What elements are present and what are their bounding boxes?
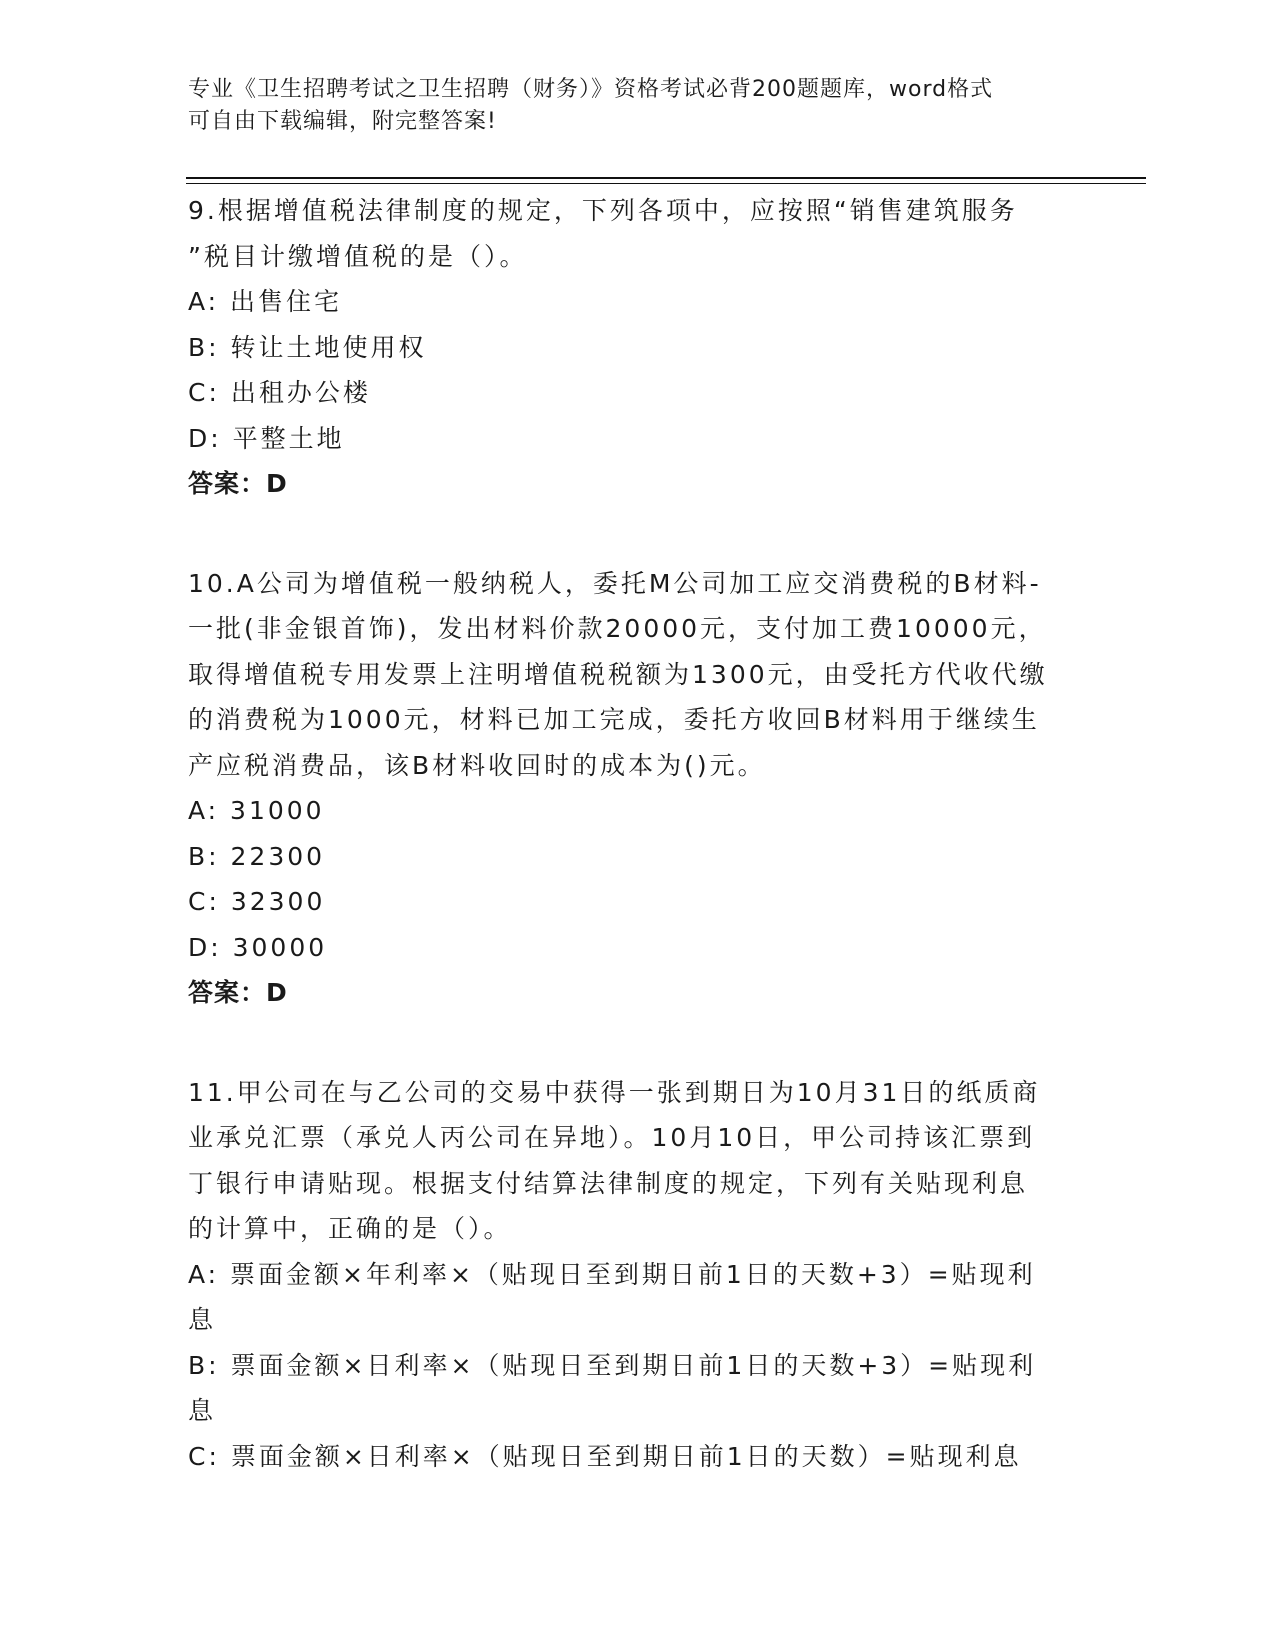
option-c: C: 出租办公楼 — [188, 378, 371, 407]
question-stem — [188, 1070, 1088, 1252]
question-stem-line: 产应税消费品，该B材料收回时的成本为()元。 — [188, 750, 766, 780]
question-item — [188, 1070, 1088, 1480]
option-c: C: 32300 — [188, 887, 326, 916]
option-a: A: 票面金额×年利率×（贴现日至到期日前1日的天数+3）=贴现利 息 — [188, 1259, 1036, 1334]
header-divider-thin — [186, 183, 1146, 184]
question-stem-line: 的计算中，正确的是（）。 — [188, 1214, 512, 1243]
header-line-2: 可自由下载编辑，附完整答案! — [188, 109, 497, 134]
question-stem — [188, 188, 1088, 279]
question-stem-line: 一批(非金银首饰)，发出材料价款20000元，支付加工费10000元， — [188, 614, 1047, 643]
answer-line: 答案：D — [188, 978, 288, 1007]
question-stem-line: 9.根据增值税法律制度的规定，下列各项中，应按照“销售建筑服务 — [188, 196, 1018, 225]
header-line-1: 专业《卫生招聘考试之卫生招聘（财务）》资格考试必背200题题库，word格式 — [188, 77, 994, 102]
option-b: B: 票面金额×日利率×（贴现日至到期日前1日的天数+3）=贴现利 息 — [188, 1350, 1037, 1425]
answer-line: 答案：D — [188, 469, 288, 498]
question-item — [188, 561, 1088, 1016]
question-stem-line: ”税目计缴增值税的是（）。 — [188, 241, 528, 271]
question-list — [188, 188, 1088, 1479]
option-b: B: 22300 — [188, 841, 326, 871]
question-stem-line: 业承兑汇票（承兑人丙公司在异地）。10月10日，甲公司持该汇票到 — [188, 1123, 1036, 1152]
question-stem-line: 取得增值税专用发票上注明增值税税额为1300元，由受托方代收代缴 — [188, 659, 1048, 689]
question-stem-line: 丁银行申请贴现。根据支付结算法律制度的规定，下列有关贴现利息 — [188, 1168, 1029, 1198]
option-a: A: 出售住宅 — [188, 287, 343, 316]
option-b: B: 转让土地使用权 — [188, 332, 427, 362]
question-stem-line: 11.甲公司在与乙公司的交易中获得一张到期日为10月31日的纸质商 — [188, 1077, 1041, 1107]
option-c: C: 票面金额×日利率×（贴现日至到期日前1日的天数）=贴现利息 — [188, 1441, 1022, 1471]
option-a: A: 31000 — [188, 796, 325, 825]
question-item — [188, 188, 1088, 507]
header-divider-thick — [186, 177, 1146, 179]
document-header — [188, 74, 1068, 138]
question-stem — [188, 561, 1088, 789]
option-d: D: 平整土地 — [188, 423, 345, 453]
question-stem-line: 的消费税为1000元，材料已加工完成，委托方收回B材料用于继续生 — [188, 705, 1040, 734]
option-d: D: 30000 — [188, 932, 328, 962]
question-stem-line: 10.A公司为增值税一般纳税人，委托M公司加工应交消费税的B材料- — [188, 568, 1042, 598]
